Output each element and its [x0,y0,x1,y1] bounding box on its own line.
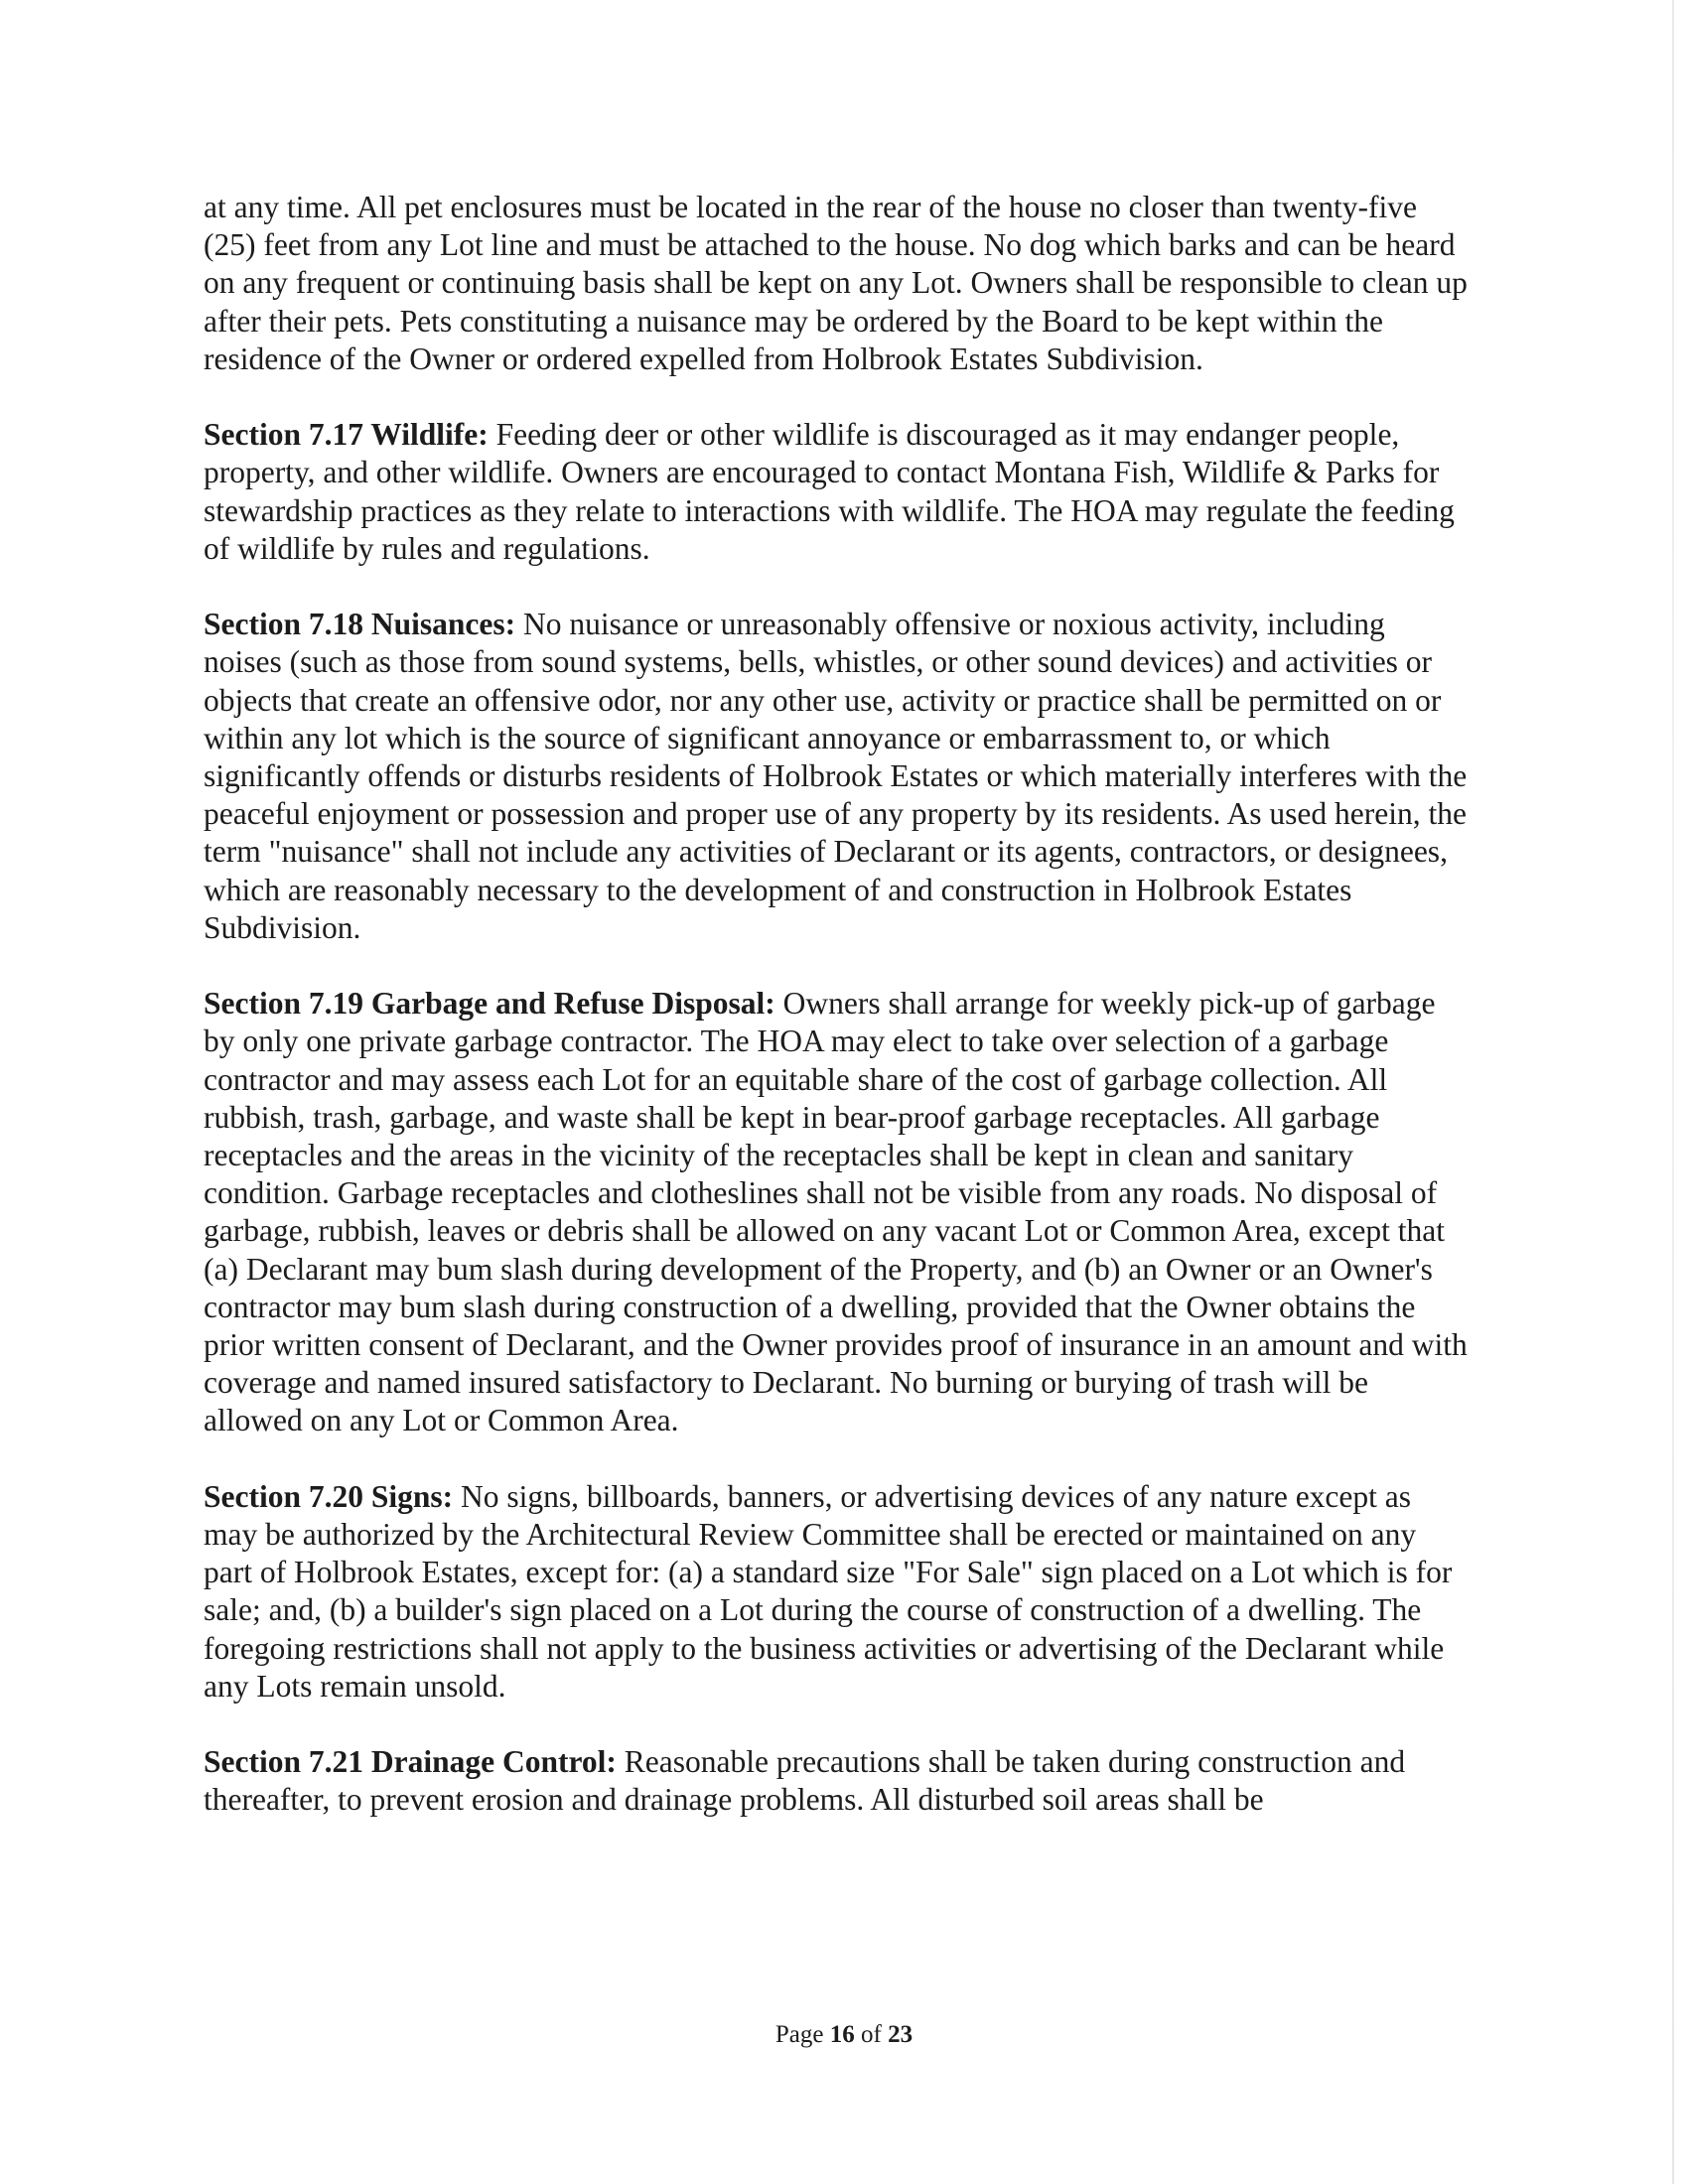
section-text: No signs, billboards, banners, or advertising devices of any nature except as may be authorized by the Architectural Review Committee shall be erected or maintained on any part of Holbrook Estates, except for: (a) a standard size "For Sale" sign placed on a Lot which is for sale; and, (b) a builder's sign placed on a Lot during the course of construction of a dwelling. The foregoing restrictions shall not apply to the business activities or advertising of the Declarant while any Lots remain unsold. [204,1478,1453,1704]
current-page-number: 16 [829,2021,855,2048]
section-7-20-signs [204,1478,1470,1706]
section-text: Owners shall arrange for weekly pick-up of garbage by only one private garbage contractor. The HOA may elect to take over selection of a garbage contractor and may assess each Lot for an equitable share of the cost of garbage collection. All rubbish, trash, garbage, and waste shall be kept in bear-proof garbage receptacles. All garbage receptacles and the areas in the vicinity of the receptacles shall be kept in clean and sanitary condition. Garbage receptacles and clotheslines shall not be visible from any roads. No disposal of garbage, rubbish, leaves or debris shall be allowed on any vacant Lot or Common Area, except that (a) Declarant may bum slash during development of the Property, and (b) an Owner or an Owner's contractor may bum slash during construction of a dwelling, provided that the Owner obtains the prior written consent of Declarant, and the Owner provides proof of insurance in an amount and with coverage and named insured satisfactory to Declarant. No burning or burying of trash will be allowed on any Lot or Common Area. [204,986,1468,1438]
page-of-label: of [861,2021,882,2048]
page-label: Page [774,2021,824,2048]
section-text: No nuisance or unreasonably offensive or noxious activity, including noises (such as those from sound systems, bells, whistles, or other sound devices) and activities or objects that create an offensive odor, nor any other use, activity or practice shall be permitted on or within any lot which is the source of significant annoyance or embarrassment to, or which significantly offends or disturbs residents of Holbrook Estates or which materially interferes with the peaceful enjoyment or possession and proper use of any property by its residents. As used herein, the term "nuisance" shall not include any activities of Declarant or its agents, contractors, or designees, which are reasonably necessary to the development of and construction in Holbrook Estates Subdivision. [204,607,1468,945]
section-heading: Section 7.21 Drainage Control: [204,1744,617,1780]
total-page-count: 23 [888,2021,914,2048]
section-7-19-garbage [204,985,1470,1439]
section-7-18-nuisances [204,606,1470,947]
section-7-21-drainage [204,1743,1470,1819]
section-text: Reasonable precautions shall be taken during construction and thereafter, to prevent erosion and drainage problems. All disturbed soil areas shall be [204,1744,1406,1818]
page-number-footer [0,2021,1688,2049]
section-heading: Section 7.18 Nuisances: [204,607,516,642]
section-heading: Section 7.17 Wildlife: [204,417,489,453]
section-7-17-wildlife [204,416,1470,568]
section-text: Feeding deer or other wildlife is discouraged as it may endanger people, property, and other wildlife. Owners are encouraged to contact Montana Fish, Wildlife & Parks for stewardship practices as they relate to interactions with wildlife. The HOA may regulate the feeding of wildlife by rules and regulations. [204,417,1455,566]
document-body [204,189,1470,1857]
section-heading: Section 7.19 Garbage and Refuse Disposal: [204,986,775,1022]
scan-edge-line [1672,0,1674,2184]
continuation-paragraph: at any time. All pet enclosures must be located in the rear of the house no closer than twenty-five (25) feet from any Lot line and must be attached to the house. No dog which barks and can be heard on any frequent or continuing basis shall be kept on any Lot. Owners shall be responsible to clean up after their pets. Pets constituting a nuisance may be ordered by the Board to be kept within the residence of the Owner or ordered expelled from Holbrook Estates Subdivision. [204,190,1468,376]
section-heading: Section 7.20 Signs: [204,1478,454,1514]
